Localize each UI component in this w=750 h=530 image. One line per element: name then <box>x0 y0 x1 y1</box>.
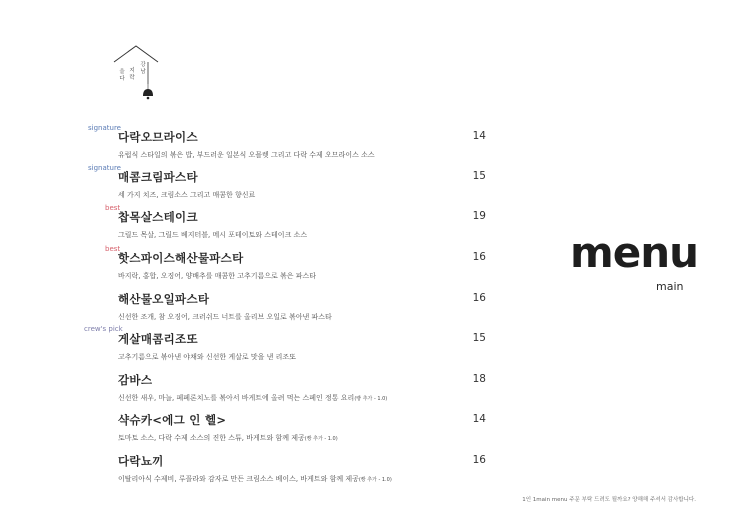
item-desc: 그릴드 목살, 그릴드 베지터블, 메시 포테이토와 스테이크 소스 <box>118 231 308 239</box>
item-note: (빵 추가 - 1.0) <box>304 436 338 442</box>
item-name: 감바스 <box>118 373 153 387</box>
item-desc: 세 가지 치즈, 크림소스 그리고 매콤한 향신료 <box>118 191 256 199</box>
item-price: 19 <box>472 210 486 222</box>
menu-title: menu <box>570 228 699 277</box>
item-tag: signature <box>88 164 121 172</box>
menu-item <box>118 412 488 452</box>
logo-text-col1: 을다 <box>119 69 125 82</box>
menu-item <box>84 325 488 371</box>
item-price: 16 <box>472 292 486 304</box>
item-desc: 고추기름으로 볶아낸 야채와 신선한 게살로 맛을 낸 리조또 <box>118 353 296 361</box>
menu-item <box>88 124 488 169</box>
item-desc: 바지락, 홍합, 오징어, 양배추를 매콤한 고추기름으로 볶은 파스타 <box>118 272 317 280</box>
item-price: 16 <box>472 454 486 466</box>
item-price: 14 <box>472 130 486 142</box>
item-desc-text: 토마토 소스, 다락 수제 소스의 진한 스튜, 바게트와 함께 제공 <box>118 434 305 442</box>
item-desc <box>118 433 338 443</box>
item-desc: 신선한 조개, 참 오징어, 크러쉬드 너트를 올리브 오일로 볶아낸 파스타 <box>118 313 332 321</box>
item-desc: 유럽식 스타일의 볶은 밥, 부드러운 일본식 오믈렛 그리고 다락 수제 오므라이스 소스 <box>118 151 375 159</box>
menu-item <box>118 372 488 412</box>
item-name: 해산물오일파스타 <box>118 292 210 306</box>
item-desc <box>118 474 392 484</box>
item-price: 15 <box>472 332 486 344</box>
item-name: 게살매콤리조또 <box>118 332 198 346</box>
item-tag: signature <box>88 124 121 132</box>
item-name: 다락뇨끼 <box>118 454 164 468</box>
menu-subtitle: main <box>656 280 684 293</box>
logo <box>112 44 160 102</box>
item-name: 핫스파이스해산물파스타 <box>118 251 244 265</box>
item-price: 16 <box>472 251 486 263</box>
item-name: 다락오므라이스 <box>118 130 198 144</box>
item-tag: crew's pick <box>84 325 123 333</box>
item-price: 18 <box>472 373 486 385</box>
item-desc-text: 신선한 새우, 마늘, 페페론치노를 볶아서 바게트에 올려 먹는 스페인 정통 요리 <box>118 394 355 402</box>
item-price: 14 <box>472 413 486 425</box>
item-price: 15 <box>472 170 486 182</box>
item-name: 매콤크림파스타 <box>118 170 198 184</box>
item-name: 찹목살스테이크 <box>118 210 198 224</box>
logo-text-col2: 지락 <box>129 68 135 81</box>
menu-item <box>105 204 488 249</box>
item-note: (빵 추가 - 1.0) <box>358 477 392 483</box>
item-note: (빵 추가 - 1.0) <box>354 396 388 402</box>
logo-text-col3: 강남 <box>140 62 146 75</box>
item-desc <box>118 393 387 403</box>
menu-item <box>105 245 488 290</box>
item-tag: best <box>105 204 121 212</box>
footnote: 1인 1main menu 주문 부탁 드려도 될까요? 양해해 주셔서 감사합니다. <box>522 497 696 503</box>
item-desc-text: 이탈리아식 수제비, 루꼴라와 감자로 만든 크림소스 베이스, 바게트와 함께 제공 <box>118 475 359 483</box>
menu-item <box>118 453 488 493</box>
item-name: 샥슈카<에그 인 헬> <box>118 413 227 427</box>
menu-item <box>118 291 488 331</box>
item-tag: best <box>105 245 121 253</box>
